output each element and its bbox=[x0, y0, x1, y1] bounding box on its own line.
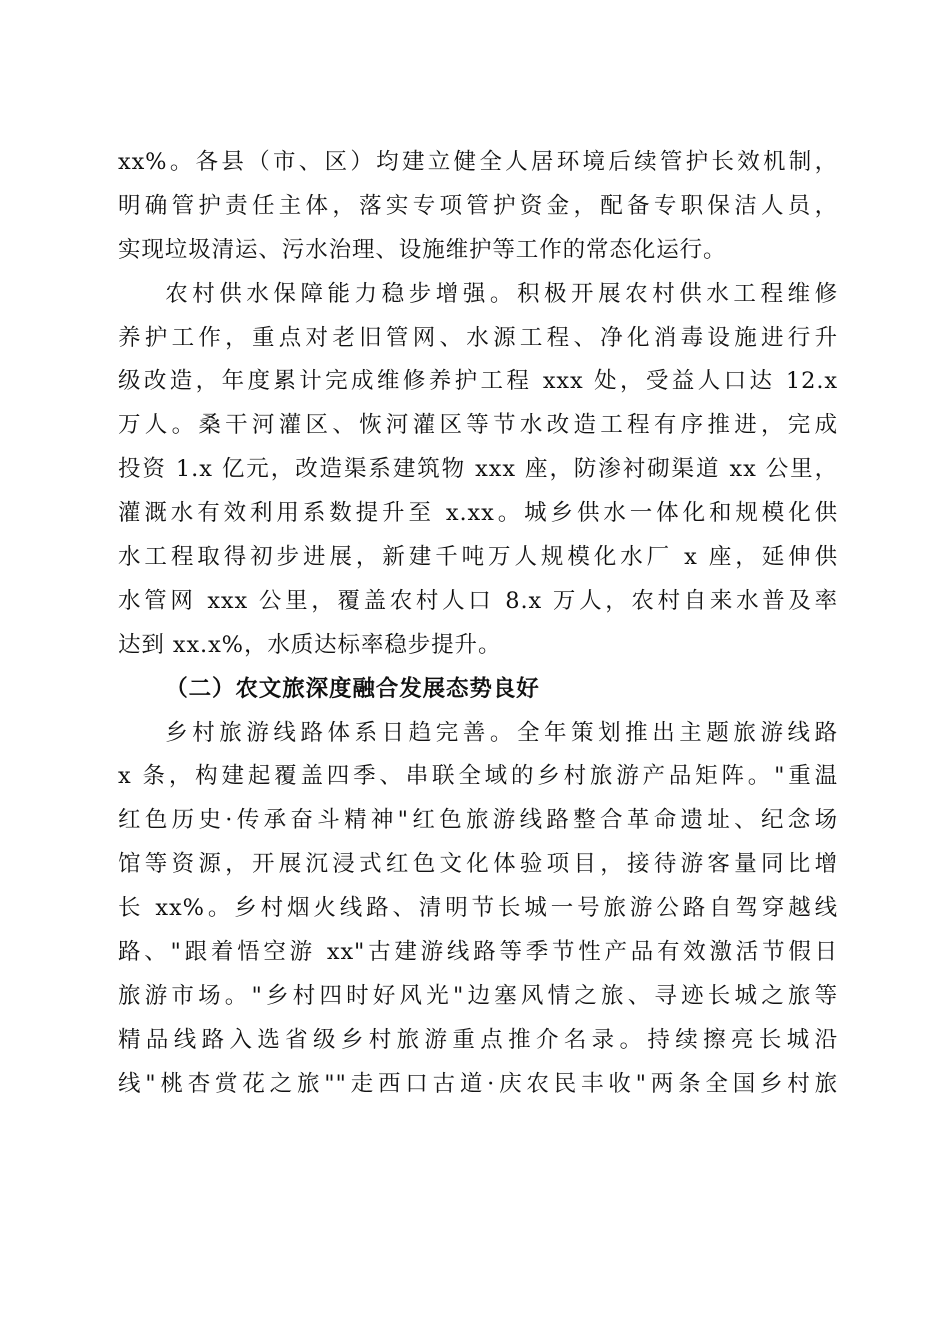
text-line: xx%。各县（市、区）均建立健全人居环境后续管护长效机制， bbox=[118, 149, 838, 175]
text-line: 实现垃圾清运、污水治理、设施维护等工作的常态化运行。 bbox=[118, 236, 727, 263]
text-line: x 条，构建起覆盖四季、串联全域的乡村旅游产品矩阵。"重温 bbox=[118, 763, 838, 790]
text-line: 红色历史·传承奋斗精神"红色旅游线路整合革命遗址、纪念场 bbox=[118, 807, 838, 834]
text-line: 投资 1.x 亿元，改造渠系建筑物 xxx 座，防渗衬砌渠道 xx 公里， bbox=[118, 456, 838, 483]
body-text bbox=[118, 141, 838, 1107]
text-line: 水工程取得初步进展，新建千吨万人规模化水厂 x 座，延伸供 bbox=[118, 544, 838, 571]
text-line: 精品线路入选省级乡村旅游重点推介名录。持续擦亮长城沿 bbox=[118, 1026, 838, 1053]
text-line: 明确管护责任主体，落实专项管护资金，配备专职保洁人员， bbox=[118, 192, 838, 219]
text-line: 万人。桑干河灌区、恢河灌区等节水改造工程有序推进，完成 bbox=[118, 412, 838, 439]
text-line: 线"桃杏赏花之旅""走西口古道·庆农民丰收"两条全国乡村旅 bbox=[118, 1070, 838, 1097]
text-line: 馆等资源，开展沉浸式红色文化体验项目，接待游客量同比增 bbox=[118, 851, 838, 878]
text-line: 级改造，年度累计完成维修养护工程 xxx 处，受益人口达 12.x bbox=[118, 368, 838, 395]
text-line: 旅游市场。"乡村四时好风光"边塞风情之旅、寻迹长城之旅等 bbox=[118, 982, 838, 1009]
text-line: 达到 xx.x%，水质达标率稳步提升。 bbox=[118, 631, 502, 658]
text-line: 乡村旅游线路体系日趋完善。全年策划推出主题旅游线路 bbox=[165, 719, 838, 746]
text-line: 路、"跟着悟空游 xx"古建游线路等季节性产品有效激活节假日 bbox=[118, 939, 838, 966]
text-line: 长 xx%。乡村烟火线路、清明节长城一号旅游公路自驾穿越线 bbox=[118, 895, 838, 922]
text-line: 农村供水保障能力稳步增强。积极开展农村供水工程维修 bbox=[165, 280, 838, 307]
text-line: 灌溉水有效利用系数提升至 x.xx。城乡供水一体化和规模化供 bbox=[118, 500, 838, 527]
section-heading: （二）农文旅深度融合发展态势良好 bbox=[165, 675, 540, 702]
text-line: 养护工作，重点对老旧管网、水源工程、净化消毒设施进行升 bbox=[118, 324, 838, 351]
text-line: 水管网 xxx 公里，覆盖农村人口 8.x 万人，农村自来水普及率 bbox=[118, 587, 838, 614]
